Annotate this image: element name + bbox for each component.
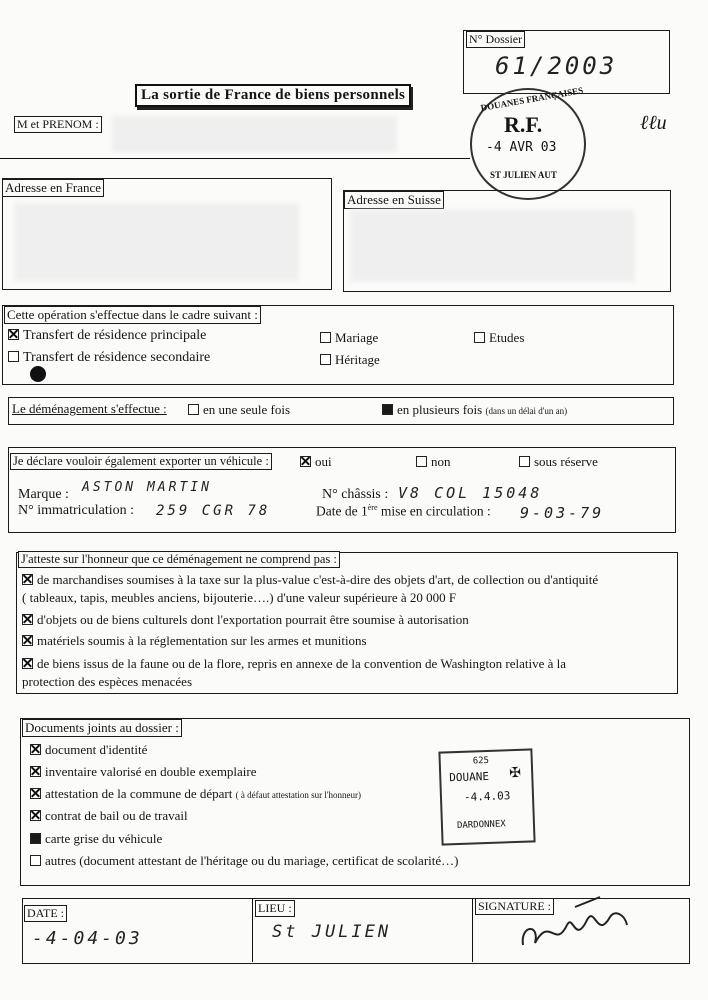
checkbox-checked[interactable] <box>22 635 33 646</box>
checkbox-checked[interactable] <box>8 329 19 340</box>
marque-label: Marque : <box>18 487 69 502</box>
adresse-suisse-redacted <box>350 210 635 282</box>
vehicule-label: Je déclare vouloir également exporter un véhicule : <box>10 453 272 470</box>
checkbox[interactable] <box>320 354 331 365</box>
checkbox-checked[interactable] <box>30 810 41 821</box>
date-circulation-value: 9-03-79 <box>520 504 605 522</box>
option-non[interactable]: non <box>416 454 451 470</box>
document-item: inventaire valorisé en double exemplaire <box>30 764 257 780</box>
option-plusieurs-fois[interactable]: en plusieurs fois (dans un délai d'un an) <box>382 402 567 418</box>
cross-icon: ✠ <box>508 765 522 782</box>
option-heritage[interactable]: Héritage <box>320 352 380 368</box>
adresse-suisse-label: Adresse en Suisse <box>344 191 444 209</box>
nom-underline <box>0 158 470 159</box>
document-item: autres (document attestant de l'héritage ou du mariage, certificat de scolarité…) <box>30 853 458 869</box>
option-oui[interactable]: oui <box>300 454 332 470</box>
stamp-bottom-text: ST JULIEN AUT <box>490 170 557 180</box>
checkbox-checked[interactable] <box>30 766 41 777</box>
document-item: carte grise du véhicule <box>30 831 162 847</box>
checkbox-checked[interactable] <box>382 404 393 415</box>
atteste-item-1-cont: ( tableaux, tapis, meubles anciens, bijouterie….) d'une valeur supérieure à 20 000 F <box>22 590 457 605</box>
customs-round-stamp <box>470 85 586 200</box>
stamp-top-text: DOUANES FRANÇAISES <box>479 85 584 113</box>
checkbox[interactable] <box>519 456 530 467</box>
chassis-value: V8 COL 15048 <box>398 484 543 502</box>
signature-scribble <box>515 895 635 960</box>
document-item: document d'identité <box>30 742 147 758</box>
immat-value: 259 CGR 78 <box>156 503 271 519</box>
lieu-value: St JULIEN <box>272 922 392 942</box>
option-mariage[interactable]: Mariage <box>320 330 378 346</box>
footer-divider-1 <box>252 898 253 962</box>
checkbox-checked[interactable] <box>30 833 41 844</box>
adresse-france-redacted <box>14 203 299 281</box>
customs-rect-stamp <box>438 748 535 845</box>
documents-label: Documents joints au dossier : <box>22 719 182 737</box>
page-title: La sortie de France de biens personnels <box>135 84 411 107</box>
option-etudes[interactable]: Etudes <box>474 330 524 346</box>
date-label: DATE : <box>24 905 67 922</box>
adresse-france-label: Adresse en France <box>2 179 104 197</box>
atteste-item-2: d'objets ou de biens culturels dont l'exportation pourrait être soumise à autorisation <box>22 612 469 628</box>
document-item: attestation de la commune de départ ( à défaut attestation sur l'honneur) <box>30 786 361 802</box>
immat-label: N° immatriculation : <box>18 503 135 518</box>
atteste-label: J'atteste sur l'honneur que ce déménagement ne comprend pas : <box>18 551 340 568</box>
date-circulation-label: Date de 1ère mise en circulation : <box>316 503 491 519</box>
nom-label: M et PRENOM : <box>14 116 102 133</box>
checkbox-checked[interactable] <box>22 658 33 669</box>
signature-label: SIGNATURE : <box>475 898 554 915</box>
atteste-item-4-cont: protection des espèces menacées <box>22 674 193 689</box>
stamp-date: -4 AVR 03 <box>486 140 557 155</box>
checkbox-checked[interactable] <box>300 456 311 467</box>
date-value: -4-04-03 <box>32 928 143 949</box>
stamp-rect-word: DOUANE <box>449 769 490 785</box>
option-seule-fois[interactable]: en une seule fois <box>188 402 290 418</box>
checkbox-checked[interactable] <box>30 744 41 755</box>
checkbox[interactable] <box>30 855 41 866</box>
dossier-label: N° Dossier <box>466 31 525 48</box>
checkbox-checked[interactable] <box>22 614 33 625</box>
option-transfert-principale[interactable]: Transfert de résidence principale <box>8 328 206 344</box>
checkbox[interactable] <box>416 456 427 467</box>
atteste-item-3: matériels soumis à la réglementation sur les armes et munitions <box>22 633 367 649</box>
chassis-label: N° châssis : <box>322 487 389 502</box>
checkbox[interactable] <box>320 332 331 343</box>
checkbox[interactable] <box>474 332 485 343</box>
dossier-number: 61/2003 <box>495 52 618 80</box>
document-item: contrat de bail ou de travail <box>30 808 188 824</box>
checkbox[interactable] <box>8 351 19 362</box>
demenagement-label: Le déménagement s'effectue : <box>12 401 167 416</box>
option-sous-reserve[interactable]: sous réserve <box>519 454 598 470</box>
stamp-initials: ℓℓu <box>640 112 667 134</box>
cadre-label: Cette opération s'effectue dans le cadre suivant : <box>4 306 261 324</box>
marque-value: ASTON MARTIN <box>82 480 212 495</box>
lieu-label: LIEU : <box>255 900 295 917</box>
atteste-item-1: de marchandises soumises à la taxe sur la plus-value c'est-à-dire des objets d'art, de collection ou d'antiquité <box>22 572 598 588</box>
checkbox[interactable] <box>188 404 199 415</box>
stamp-rect-date: -4.4.03 <box>463 789 511 804</box>
checkbox-checked[interactable] <box>30 788 41 799</box>
footer-divider-2 <box>472 898 473 962</box>
option-transfert-secondaire[interactable]: Transfert de résidence secondaire <box>8 350 210 366</box>
stamp-rect-num: 625 <box>472 755 490 767</box>
checkbox-checked[interactable] <box>22 574 33 585</box>
punch-hole-mark <box>30 366 46 382</box>
nom-redacted <box>112 116 397 152</box>
stamp-center-text: R.F. <box>504 112 543 137</box>
stamp-rect-place: DARDONNEX <box>456 819 506 832</box>
atteste-item-4: de biens issus de la faune ou de la flore, repris en annexe de la convention de Washington relative à la <box>22 656 566 672</box>
